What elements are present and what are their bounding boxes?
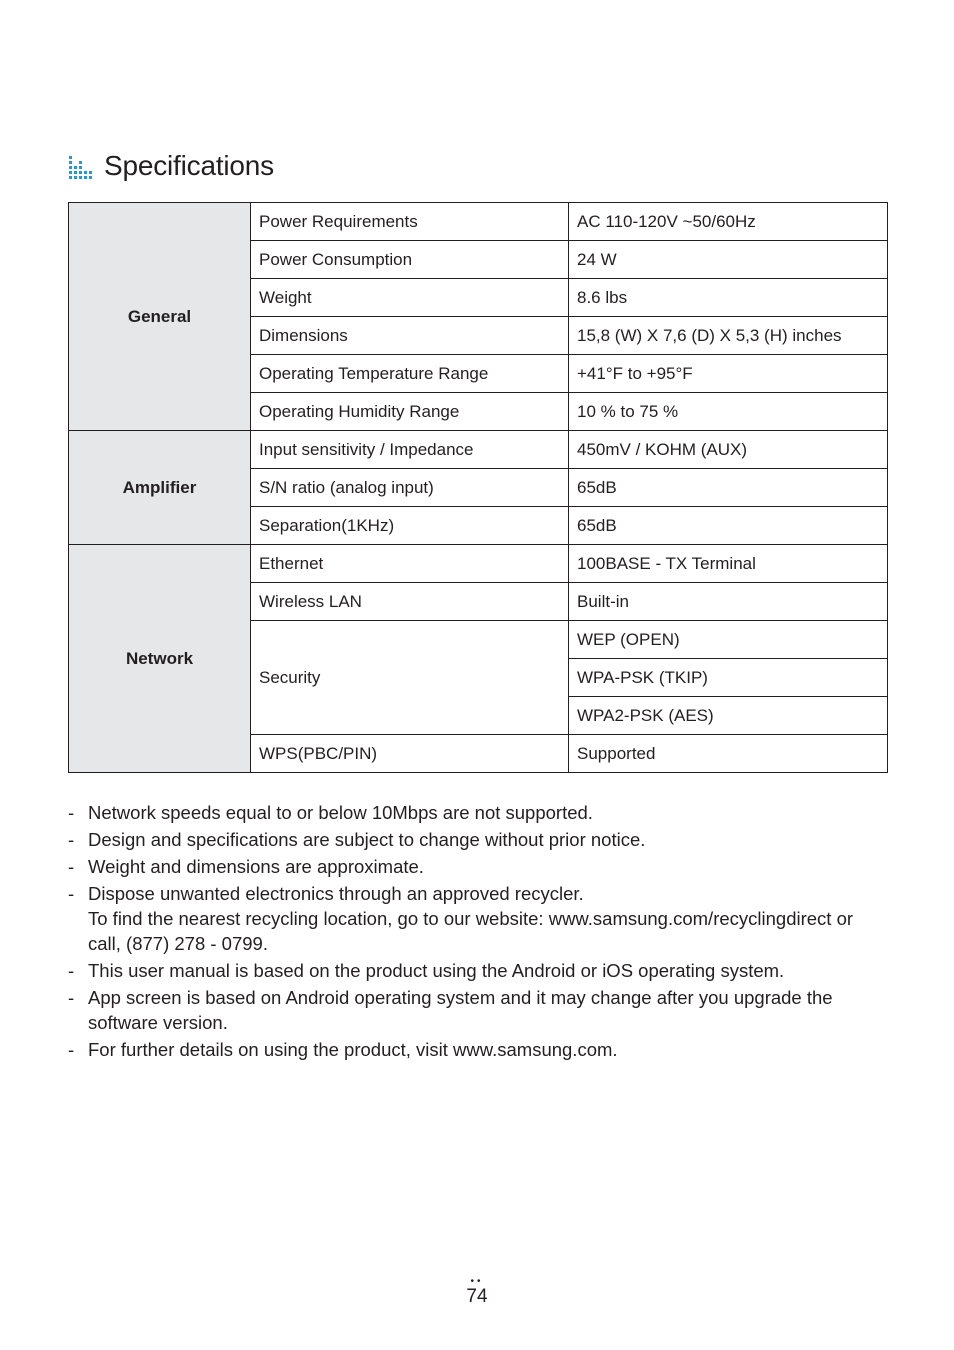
spec-label: Input sensitivity / Impedance	[251, 431, 569, 469]
spec-label: Weight	[251, 279, 569, 317]
spec-value: 24 W	[569, 241, 888, 279]
spec-value: WPA2-PSK (AES)	[569, 697, 888, 735]
spec-value: +41°F to +95°F	[569, 355, 888, 393]
table-row	[69, 431, 888, 469]
page-title: Specifications	[104, 150, 274, 181]
bullet-dash: -	[68, 802, 75, 823]
bullet-dash: -	[68, 1039, 75, 1060]
page-heading	[68, 146, 274, 186]
spec-label: S/N ratio (analog input)	[251, 469, 569, 507]
spec-value: WPA-PSK (TKIP)	[569, 659, 888, 697]
spec-label: Operating Temperature Range	[251, 355, 569, 393]
spec-value: 450mV / KOHM (AUX)	[569, 431, 888, 469]
spec-value: Supported	[569, 735, 888, 773]
specifications-table	[68, 202, 888, 773]
spec-label: Power Consumption	[251, 241, 569, 279]
spec-label: Separation(1KHz)	[251, 507, 569, 545]
list-item	[68, 958, 878, 983]
list-item	[68, 1037, 878, 1062]
recycling-info-text: To find the nearest recycling location, go to our website: www.samsung.com/recyclingdirect or call, (877) 278 - 0799.	[88, 908, 854, 954]
spec-value: 10 % to 75 %	[569, 393, 888, 431]
list-item	[68, 854, 878, 879]
spec-value: AC 110-120V ~50/60Hz	[569, 203, 888, 241]
spec-label-security: Security	[251, 621, 569, 735]
note-text: App screen is based on Android operating system and it may change after you upgrade the software version.	[88, 987, 833, 1033]
spec-value: Built-in	[569, 583, 888, 621]
spec-value: 15,8 (W) X 7,6 (D) X 5,3 (H) inches	[569, 317, 888, 355]
category-network: Network	[69, 545, 251, 773]
spec-value: 100BASE - TX Terminal	[569, 545, 888, 583]
bullet-dash: -	[68, 856, 75, 877]
table-row	[69, 545, 888, 583]
bullet-dash: -	[68, 960, 75, 981]
bullet-dash: -	[68, 883, 75, 904]
spec-value: 8.6 lbs	[569, 279, 888, 317]
category-general: General	[69, 203, 251, 431]
note-text: For further details on using the product, visit www.samsung.com.	[88, 1039, 618, 1060]
table-row	[69, 203, 888, 241]
category-amplifier: Amplifier	[69, 431, 251, 545]
page-number: 74	[466, 1286, 488, 1307]
spec-value: 65dB	[569, 507, 888, 545]
equalizer-bars-icon	[68, 153, 94, 179]
list-item	[68, 985, 878, 1035]
spec-label: Wireless LAN	[251, 583, 569, 621]
spec-label: Dimensions	[251, 317, 569, 355]
page-dots-decoration: ••	[470, 1276, 484, 1287]
note-text: Network speeds equal to or below 10Mbps are not supported.	[88, 802, 593, 823]
list-item	[68, 800, 878, 825]
list-item	[68, 827, 878, 852]
list-item	[68, 881, 878, 956]
spec-label: Operating Humidity Range	[251, 393, 569, 431]
bullet-dash: -	[68, 829, 75, 850]
page-footer	[447, 1278, 507, 1308]
spec-label: Ethernet	[251, 545, 569, 583]
note-text: Dispose unwanted electronics through an approved recycler.	[88, 883, 584, 904]
bullet-dash: -	[68, 987, 75, 1008]
note-text: Weight and dimensions are approximate.	[88, 856, 424, 877]
note-text: Design and specifications are subject to change without prior notice.	[88, 829, 646, 850]
notes-list	[68, 800, 878, 1064]
spec-value: WEP (OPEN)	[569, 621, 888, 659]
note-text: This user manual is based on the product using the Android or iOS operating system.	[88, 960, 785, 981]
spec-label: WPS(PBC/PIN)	[251, 735, 569, 773]
spec-value: 65dB	[569, 469, 888, 507]
spec-label: Power Requirements	[251, 203, 569, 241]
